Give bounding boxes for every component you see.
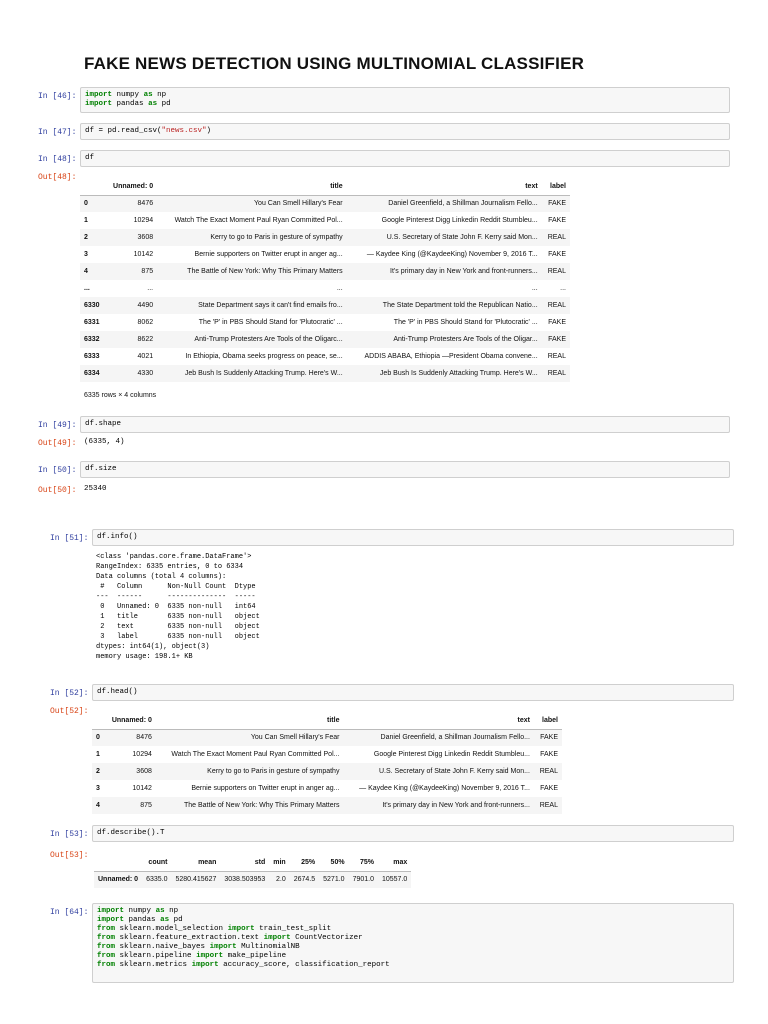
info-line: dtypes: int64(1), object(3) [96,643,210,651]
code-identifier: CountVectorizer [295,934,363,942]
code-text: ) [206,127,212,135]
table-cell: Daniel Greenfield, a Shillman Journalism Fello... [380,734,530,742]
code-line [97,943,729,952]
code-text: df.head() [97,688,138,696]
info-line: # Column Non-Null Count Dtype [96,583,260,591]
table-cell: 2674.5 [293,876,316,884]
table-cell: Google Pinterest Digg Linkedin Reddit Stumbleu... [373,751,530,758]
code-keyword: as [160,916,170,924]
row-index: 6334 [84,370,100,377]
table-row [92,746,562,763]
table-cell: Jeb Bush Is Suddenly Attacking Trump. Here's W... [379,370,538,377]
info-line: <class 'pandas.core.frame.DataFrame'> [96,553,252,561]
cell-prompt: In [53]: [50,830,89,839]
table-cell: FAKE [540,734,558,742]
code-text: df.size [85,465,117,473]
code-cell-read-csv[interactable] [80,123,730,140]
row-index: 3 [96,785,100,792]
table-cell: 7901.0 [352,876,374,884]
column-header [80,178,105,195]
code-keyword: import [196,952,224,960]
code-cell-size[interactable] [80,461,730,478]
cell-prompt: In [46]: [38,92,77,101]
table-cell: 8476 [136,734,152,742]
table-cell: 8062 [137,319,154,326]
table-cell: — Kaydee King (@KaydeeKing) November 9, 2016 T... [366,251,538,258]
cell-prompt: In [50]: [38,466,77,475]
table-cell: The Battle of New York: Why This Primary Matters [187,268,343,275]
table-row [80,280,570,297]
info-line: RangeIndex: 6335 entries, 0 to 6334 [96,563,244,571]
column-header: mean [198,858,217,866]
code-line [85,91,725,100]
row-index: 3 [84,251,88,258]
column-header: 50% [330,858,345,866]
row-index: 4 [96,802,100,809]
table-cell: You Can Smell Hillary's Fear [254,200,343,208]
head-table [92,712,562,814]
row-index: 0 [84,200,88,208]
column-header: text [525,182,538,190]
info-line: 2 text 6335 non-null object [96,623,260,631]
table-cell: — Kaydee King (@KaydeeKing) November 9, 2016 T... [359,785,530,792]
column-header: 75% [359,858,374,866]
column-header: std [254,858,266,866]
output-prompt: Out[49]: [38,439,77,448]
row-index: 6331 [84,319,100,326]
table-cell: REAL [547,353,566,360]
code-text: df = pd.read_csv( [85,127,162,135]
table-cell: Bernie supporters on Twitter erupt in anger ag... [194,251,343,258]
table-cell: REAL [547,234,566,241]
table-cell: 10557.0 [381,876,408,884]
code-keyword: import [263,934,291,942]
table-row [80,229,570,246]
code-identifier: pd [173,916,183,924]
table-cell: Watch The Exact Moment Paul Ryan Committed Pol... [171,751,340,758]
table-cell: Bernie supporters on Twitter erupt in anger ag... [191,785,340,792]
code-line [85,100,725,109]
column-header: Unnamed: 0 [111,716,152,724]
table-cell: It's primary day in New York and front-runners... [382,802,530,809]
table-row [80,331,570,348]
table-cell: The 'P' in PBS Should Stand for 'Plutocratic' ... [393,319,538,326]
code-keyword: from [97,943,116,951]
table-cell: 10142 [132,785,152,792]
code-identifier: sklearn.pipeline [119,952,192,960]
table-cell: Jeb Bush Is Suddenly Attacking Trump. Here's W... [184,370,343,377]
table-cell: 4490 [137,302,154,309]
table-cell: Daniel Greenfield, a Shillman Journalism Fello... [388,200,538,208]
code-text: df.describe().T [97,829,165,837]
table-cell: The 'P' in PBS Should Stand for 'Plutocratic' ... [198,319,343,326]
code-cell-head[interactable] [92,684,734,701]
table-cell: 10142 [133,251,154,258]
table-cell: 6335.0 [146,876,168,884]
code-identifier: sklearn.metrics [119,961,188,969]
code-string: "news.csv" [161,127,207,135]
column-header: min [273,858,286,866]
page-title: FAKE NEWS DETECTION USING MULTINOMIAL CLASSIFIER [84,54,585,73]
code-keyword: from [97,934,116,942]
output-prompt: Out[50]: [38,486,77,495]
table-cell: Kerry to go to Paris in gesture of sympathy [207,768,340,775]
row-index: ... [84,285,90,292]
table-row [80,195,570,212]
dataframe-table [80,178,570,382]
table-row [92,780,562,797]
table-cell: 8476 [137,200,154,208]
table-row [80,348,570,365]
table-cell: 4021 [137,353,154,360]
table-cell: Watch The Exact Moment Paul Ryan Committed Pol... [174,217,343,224]
table-cell: 875 [140,802,152,809]
code-identifier: np [157,91,167,99]
code-identifier: sklearn.naive_bayes [119,943,206,951]
table-cell: 10294 [132,751,152,758]
code-line [97,925,729,934]
code-text: df.shape [85,420,122,428]
info-line: 3 label 6335 non-null object [96,633,260,641]
table-cell: 3038.503953 [224,876,266,884]
code-identifier: make_pipeline [227,952,287,960]
code-keyword: import [97,916,125,924]
code-identifier: MultinomialNB [241,943,300,951]
table-cell: ... [336,285,343,292]
table-cell: State Department says it can't find emails fro... [198,302,343,309]
code-identifier: numpy [128,907,152,915]
code-keyword: from [97,925,116,933]
code-keyword: import [97,907,125,915]
row-index: 2 [84,234,88,241]
output-prompt: Out[52]: [50,707,89,716]
code-line [97,916,729,925]
table-row [80,297,570,314]
code-identifier: np [169,907,179,915]
code-keyword: import [85,91,113,99]
code-keyword: from [97,961,116,969]
code-identifier: pd [161,100,171,108]
table-cell: Kerry to go to Paris in gesture of sympathy [210,234,343,241]
table-cell: Anti-Trump Protesters Are Tools of the Oligar... [393,336,538,343]
table-row [80,314,570,331]
code-identifier: accuracy_score, classification_report [223,961,390,969]
column-header [92,712,105,729]
table-cell: 875 [141,268,154,275]
output-prompt: Out[53]: [50,851,89,860]
code-line [97,907,729,916]
table-row [80,246,570,263]
code-keyword: from [97,952,116,960]
code-keyword: import [227,925,255,933]
table-cell: FAKE [540,785,558,792]
cell-prompt: In [52]: [50,689,89,698]
table-cell: FAKE [548,251,566,258]
table-cell: REAL [547,302,566,309]
code-cell-sklearn-imports[interactable] [92,903,734,983]
table-cell: REAL [539,802,558,809]
row-index: Unnamed: 0 [98,876,139,884]
table-cell: Anti-Trump Protesters Are Tools of the Oligarc... [194,336,343,343]
output-prompt: Out[48]: [38,173,77,182]
table-cell: ... [531,285,538,292]
code-keyword: as [148,100,158,108]
code-cell-info[interactable] [92,529,734,546]
table-cell: REAL [539,768,558,775]
table-cell: The Battle of New York: Why This Primary Matters [183,802,340,809]
shape-output: (6335, 4) [84,438,125,446]
table-cell: U.S. Secretary of State John F. Kerry said Mon... [379,768,530,775]
table-cell: 4330 [137,370,154,377]
describe-table [94,854,411,888]
info-line: 1 title 6335 non-null object [96,613,260,621]
row-index: 0 [96,734,100,742]
table-cell: 5280.415627 [175,876,217,884]
code-cell-df[interactable] [80,150,730,167]
table-row [80,365,570,382]
column-header [94,854,142,871]
column-header: title [330,182,343,190]
table-cell: You Can Smell Hillary's Fear [250,734,340,742]
cell-prompt: In [64]: [50,908,89,917]
code-cell-describe[interactable] [92,825,734,842]
code-line [97,961,729,970]
table-cell: ... [560,285,566,292]
table-cell: FAKE [548,217,566,224]
column-header: label [542,716,558,724]
code-identifier: pandas [128,916,156,924]
cell-prompt: In [48]: [38,155,77,164]
row-index: 2 [96,768,100,775]
table-cell: 3608 [137,234,154,241]
table-cell: Google Pinterest Digg Linkedin Reddit Stumbleu... [381,217,538,224]
table-row [92,797,562,814]
column-header: text [517,716,530,724]
table-cell: REAL [547,370,566,377]
cell-prompt: In [51]: [50,534,89,543]
code-keyword: import [209,943,237,951]
table-cell: It's primary day in New York and front-runners... [390,268,538,275]
row-index: 4 [84,268,88,275]
code-keyword: as [155,907,165,915]
table-cell: FAKE [548,319,566,326]
info-output [96,552,260,662]
table-cell: 8622 [137,336,154,343]
code-identifier: numpy [116,91,140,99]
table-cell: REAL [547,268,566,275]
table-cell: FAKE [548,336,566,343]
code-text: df [85,154,95,162]
table-row [92,729,562,746]
column-header: max [393,858,408,866]
cell-prompt: In [49]: [38,421,77,430]
column-header: title [327,716,340,724]
table-cell: ADDIS ABABA, Ethiopia —President Obama convene... [364,353,538,360]
column-header: 25% [301,858,316,866]
code-identifier: sklearn.model_selection [119,925,224,933]
code-keyword: import [191,961,219,969]
table-caption: 6335 rows × 4 columns [84,392,157,399]
table-cell: The State Department told the Republican Natio... [382,302,538,309]
column-header: Unnamed: 0 [113,182,154,190]
code-line [97,952,729,961]
info-line: memory usage: 198.1+ KB [96,653,193,661]
table-row [80,212,570,229]
code-keyword: import [85,100,113,108]
cell-prompt: In [47]: [38,128,77,137]
column-header: count [148,858,168,866]
info-line: Data columns (total 4 columns): [96,573,227,581]
row-index: 6333 [84,353,100,360]
row-index: 6330 [84,302,100,309]
table-cell: FAKE [548,200,566,208]
table-cell: ... [147,285,154,292]
code-cell-shape[interactable] [80,416,730,433]
table-row [94,871,411,888]
table-cell: In Ethiopia, Obama seeks progress on peace, se... [185,353,343,360]
table-row [80,263,570,280]
row-index: 1 [96,751,100,758]
code-line [97,934,729,943]
code-identifier: pandas [116,100,144,108]
info-line: --- ------ -------------- ----- [96,593,260,601]
table-cell: FAKE [540,751,558,758]
row-index: 1 [84,217,88,224]
code-keyword: as [143,91,153,99]
row-index: 6332 [84,336,100,343]
code-identifier: sklearn.feature_extraction.text [119,934,260,942]
column-header: label [550,182,566,190]
table-cell: 2.0 [275,876,286,884]
info-line: 0 Unnamed: 0 6335 non-null int64 [96,603,260,611]
size-output: 25340 [84,485,107,493]
table-cell: 10294 [133,217,154,224]
code-cell-imports[interactable] [80,87,730,113]
table-cell: 5271.0 [323,876,345,884]
code-text: df.info() [97,533,138,541]
table-cell: U.S. Secretary of State John F. Kerry said Mon... [386,234,538,241]
table-cell: 3608 [136,768,152,775]
code-identifier: train_test_split [259,925,332,933]
table-row [92,763,562,780]
